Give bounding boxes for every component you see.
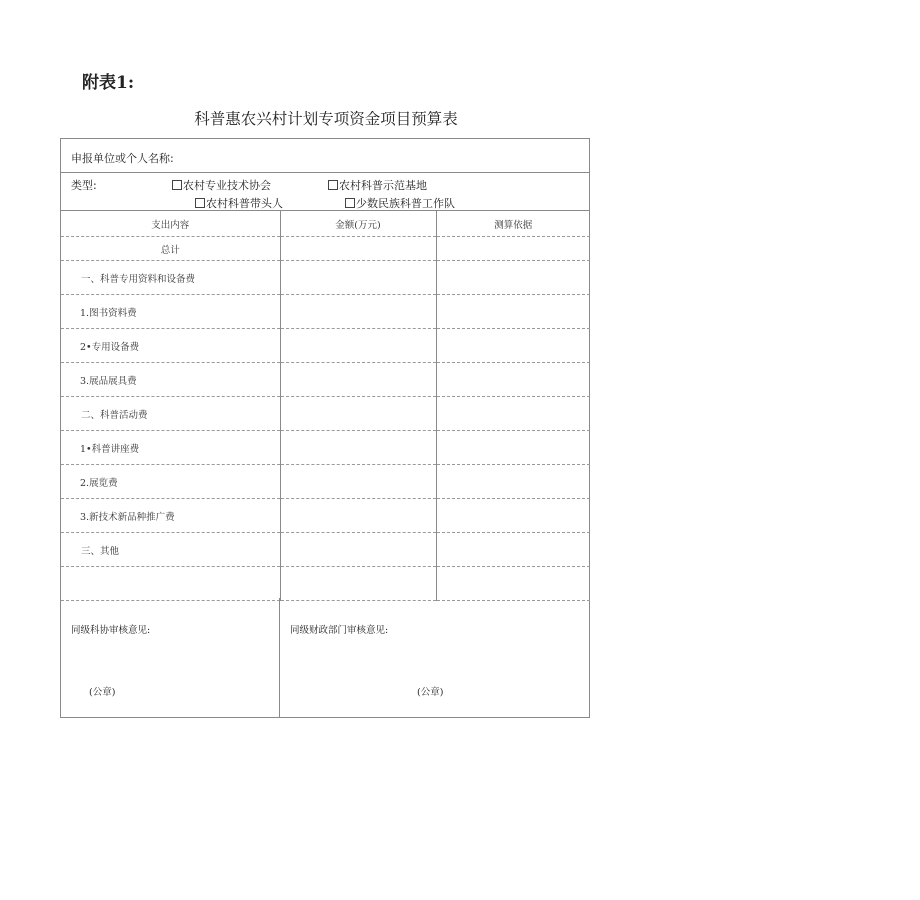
cast-approval-box[interactable] xyxy=(61,598,280,718)
option-demo-base[interactable] xyxy=(328,177,427,193)
annex-label: 附表1: xyxy=(82,73,135,93)
row-label: 1•科普讲座费 xyxy=(61,431,280,465)
option-science-leader[interactable] xyxy=(195,195,283,211)
table-row xyxy=(61,261,590,295)
table-row xyxy=(61,397,590,431)
budget-table xyxy=(61,211,590,601)
checkbox-icon[interactable] xyxy=(195,198,205,208)
total-label: 总计 xyxy=(61,237,280,261)
checkbox-icon[interactable] xyxy=(345,198,355,208)
option-rural-tech-association[interactable] xyxy=(172,177,271,193)
table-row xyxy=(61,363,590,397)
header-amount: 金额(万元) xyxy=(280,211,436,237)
basis-cell[interactable] xyxy=(436,261,590,295)
finance-approval-label: 同级财政部门审核意见: xyxy=(290,625,389,636)
basis-cell[interactable] xyxy=(436,465,590,499)
option-ethnic-team[interactable] xyxy=(345,195,455,211)
type-row xyxy=(61,173,589,211)
cast-approval-label: 同级科协审核意见: xyxy=(71,625,151,636)
amount-cell[interactable] xyxy=(280,329,436,363)
option-label: 农村科普带头人 xyxy=(206,197,283,210)
basis-cell[interactable] xyxy=(436,499,590,533)
basis-cell[interactable] xyxy=(436,237,590,261)
applicant-row xyxy=(61,139,589,173)
basis-cell[interactable] xyxy=(436,567,590,601)
type-label: 类型: xyxy=(71,179,97,192)
amount-cell[interactable] xyxy=(280,431,436,465)
row-label: 1.图书资料费 xyxy=(61,295,280,329)
row-label: 3.展品展具费 xyxy=(61,363,280,397)
checkbox-icon[interactable] xyxy=(328,180,338,190)
amount-cell[interactable] xyxy=(280,261,436,295)
row-label: 三、其他 xyxy=(61,533,280,567)
amount-cell[interactable] xyxy=(280,363,436,397)
basis-cell[interactable] xyxy=(436,397,590,431)
basis-cell[interactable] xyxy=(436,295,590,329)
amount-cell[interactable] xyxy=(280,533,436,567)
table-row xyxy=(61,465,590,499)
row-label: 3.新技术新品种推广费 xyxy=(61,499,280,533)
basis-cell[interactable] xyxy=(436,363,590,397)
row-label: 一、科普专用资料和设备费 xyxy=(61,261,280,295)
option-label: 少数民族科普工作队 xyxy=(356,197,455,210)
table-row xyxy=(61,295,590,329)
amount-cell[interactable] xyxy=(280,397,436,431)
budget-form xyxy=(60,138,590,718)
table-row xyxy=(61,431,590,465)
header-basis: 测算依据 xyxy=(436,211,590,237)
applicant-label: 申报单位或个人名称: xyxy=(71,152,174,165)
table-row xyxy=(61,567,590,601)
table-row xyxy=(61,499,590,533)
basis-cell[interactable] xyxy=(436,533,590,567)
amount-cell[interactable] xyxy=(280,567,436,601)
row-label: 2•专用设备费 xyxy=(61,329,280,363)
option-label: 农村专业技术协会 xyxy=(183,179,271,192)
total-row xyxy=(61,237,590,261)
finance-seal-label: (公章) xyxy=(417,687,444,698)
basis-cell[interactable] xyxy=(436,329,590,363)
header-content: 支出内容 xyxy=(61,211,280,237)
option-label: 农村科普示范基地 xyxy=(339,179,427,192)
table-header-row xyxy=(61,211,590,237)
table-row xyxy=(61,533,590,567)
cast-seal-label: (公章) xyxy=(89,687,116,698)
amount-cell[interactable] xyxy=(280,237,436,261)
row-label: 2.展览费 xyxy=(61,465,280,499)
basis-cell[interactable] xyxy=(436,431,590,465)
checkbox-icon[interactable] xyxy=(172,180,182,190)
row-label[interactable] xyxy=(61,567,280,601)
approval-section xyxy=(61,598,589,718)
row-label: 二、科普活动费 xyxy=(61,397,280,431)
table-row xyxy=(61,329,590,363)
document-title: 科普惠农兴村计划专项资金项目预算表 xyxy=(194,110,458,128)
amount-cell[interactable] xyxy=(280,295,436,329)
amount-cell[interactable] xyxy=(280,499,436,533)
amount-cell[interactable] xyxy=(280,465,436,499)
finance-approval-box[interactable] xyxy=(280,598,590,718)
